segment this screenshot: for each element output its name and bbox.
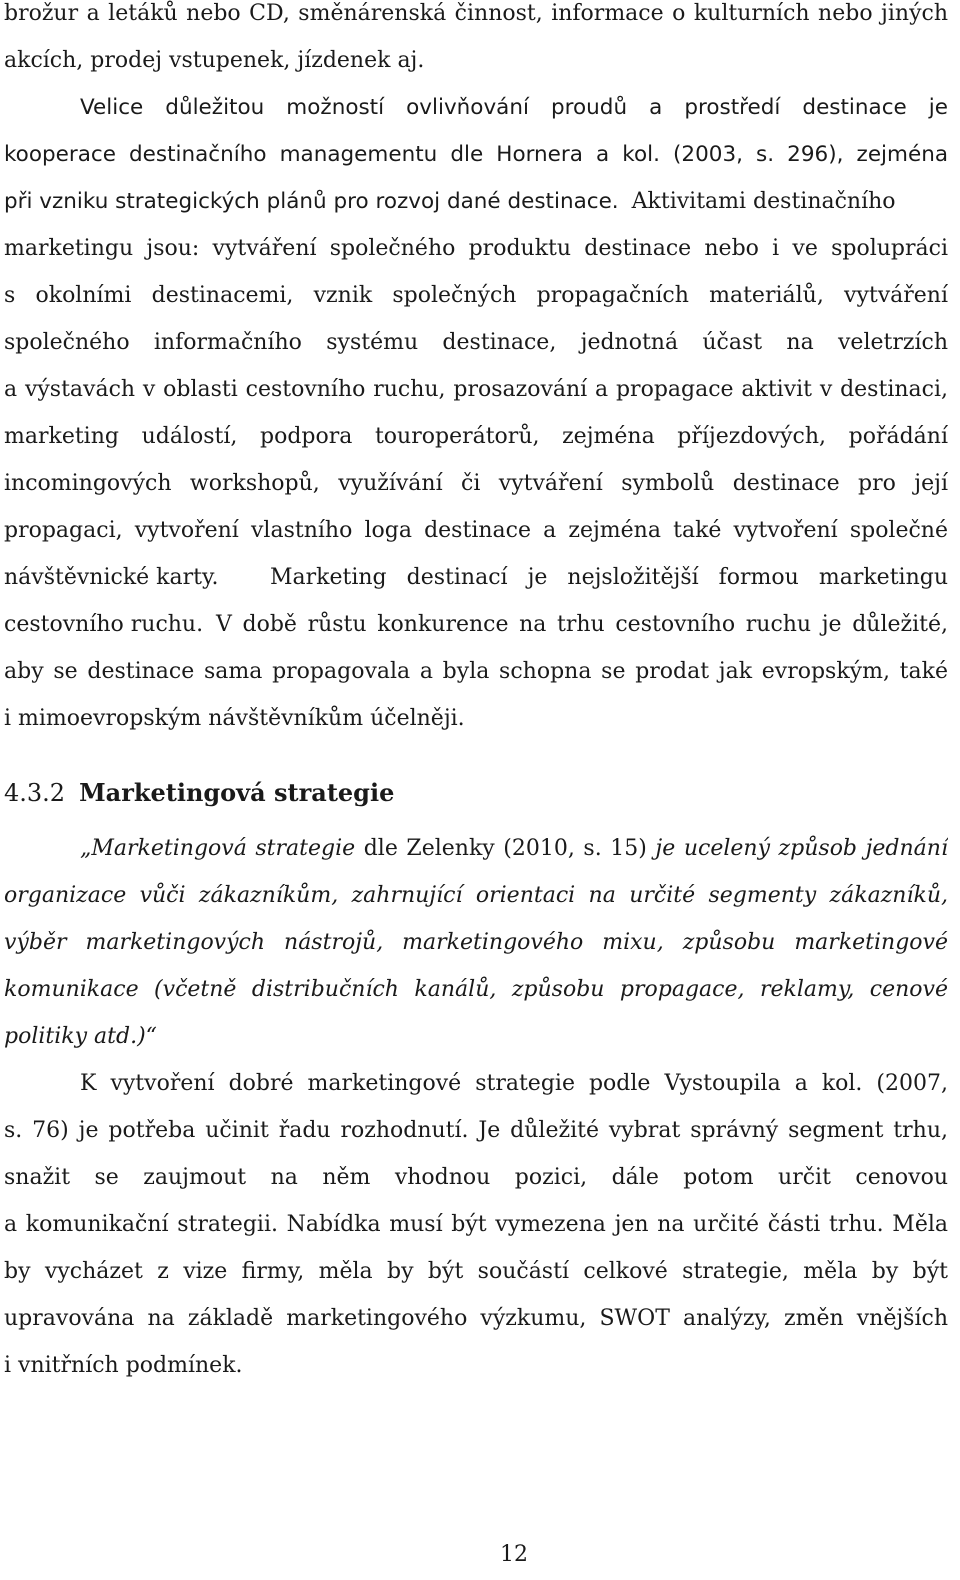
quote-line: politiky atd.)“: [4, 1024, 157, 1049]
text-line: akcích, prodej vstupenek, jízdenek aj.: [4, 48, 425, 73]
text-line: propagaci, vytvoření vlastního loga destinace a zejména také vytvoření společné: [4, 518, 948, 543]
text-line-mixed: [4, 611, 948, 639]
text-line: společného informačního systému destinace, jednotná účast na veletrzích: [4, 330, 948, 355]
text-line: Velice důležitou možností ovlivňování proudů a prostředí destinace je: [80, 95, 948, 120]
text-line: brožur a letáků nebo CD, směnárenská činnost, informace o kulturních nebo jiných: [4, 1, 948, 26]
text-line: i vnitřních podmínek.: [4, 1353, 243, 1378]
text-line: upravována na základě marketingového výzkumu, SWOT analýzy, změn vnějších: [4, 1306, 948, 1331]
text-line: kooperace destinačního managementu dle Hornera a kol. (2003, s. 296), zejména: [4, 142, 948, 167]
text-line: i mimoevropským návštěvníkům účelněji.: [4, 706, 465, 731]
text-line: s. 76) je potřeba učinit řadu rozhodnutí. Je důležité vybrat správný segment trhu,: [4, 1118, 948, 1143]
text-line: snažit se zaujmout na něm vhodnou pozici, dále potom určit cenovou: [4, 1165, 948, 1190]
text-line: by vycházet z vize firmy, měla by být součástí celkové strategie, měla by být: [4, 1259, 948, 1284]
text-line-mixed: [4, 564, 948, 592]
text-line: aby se destinace sama propagovala a byla schopna se prodat jak evropským, také: [4, 659, 948, 684]
text-line: K vytvoření dobré marketingové strategie podle Vystoupila a kol. (2007,: [80, 1071, 948, 1096]
quote-line: výběr marketingových nástrojů, marketingového mixu, způsobu marketingové: [4, 930, 948, 955]
text-fragment: cestovního ruchu.: [4, 612, 204, 637]
page-number: 12: [500, 1542, 528, 1567]
quote-citation: dle Zelenky (2010, s. 15): [355, 836, 656, 861]
text-fragment: návštěvnické karty.: [4, 565, 219, 590]
text-line: a komunikační strategii. Nabídka musí být vymezena jen na určité části trhu. Měla: [4, 1212, 948, 1237]
quote-term: „Marketingová strategie: [80, 836, 356, 861]
section-title: Marketingová strategie: [79, 778, 395, 807]
quote-line: organizace vůči zákazníkům, zahrnující orientaci na určité segmenty zákazníků,: [4, 883, 948, 908]
section-number: 4.3.2: [4, 779, 66, 807]
quote-line: komunikace (včetně distribučních kanálů, způsobu propagace, reklamy, cenové: [4, 977, 948, 1002]
text-line: incomingových workshopů, využívání či vytváření symbolů destinace pro její: [4, 471, 948, 496]
quote-text: je ucelený způsob jednání: [655, 836, 948, 861]
text-line: a výstavách v oblasti cestovního ruchu, prosazování a propagace aktivit v destinaci,: [4, 377, 948, 402]
text-fragment: Aktivitami destinačního: [631, 189, 896, 214]
text-fragment: V době růstu konkurence na trhu cestovního ruchu je důležité,: [216, 612, 948, 637]
text-fragment: při vzniku strategických plánů pro rozvoj dané destinace.: [4, 189, 619, 214]
text-line: marketing událostí, podpora touroperátorů, zejména příjezdových, pořádání: [4, 424, 948, 449]
text-line: s okolními destinacemi, vznik společných propagačních materiálů, vytváření: [4, 283, 948, 308]
section-heading: [4, 776, 394, 810]
text-line: marketingu jsou: vytváření společného produktu destinace nebo i ve spolupráci: [4, 236, 948, 261]
quote-line: [80, 835, 948, 863]
text-fragment: Marketing destinací je nejsložitější formou marketingu: [270, 565, 948, 590]
text-line-mixed: [4, 188, 948, 216]
